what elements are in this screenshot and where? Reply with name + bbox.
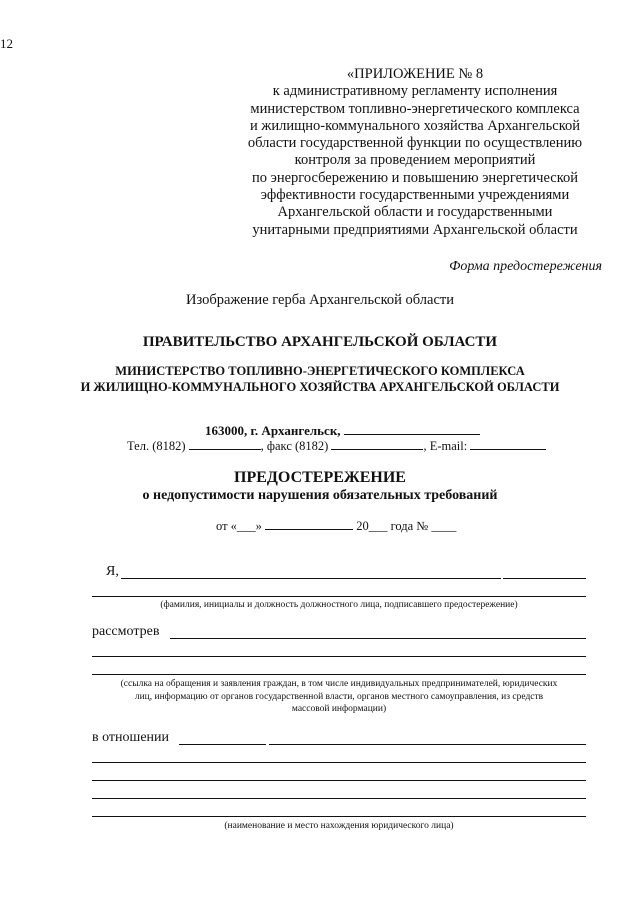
appendix-line: по энергосбережению и повышению энергетической	[251, 169, 579, 186]
regarding-line-long[interactable]	[269, 744, 586, 745]
regarding-line-short[interactable]	[179, 744, 266, 745]
considered-line-2[interactable]	[92, 656, 586, 657]
appendix-line: к административному регламенту исполнения	[272, 83, 558, 100]
regarding-line-2[interactable]	[92, 762, 586, 763]
considered-hint-line: лиц, информацию от органов государственной власти, органов местного самоуправления, из средств	[134, 691, 544, 702]
considered-hint-line: массовой информации)	[291, 704, 387, 714]
considered-line-3[interactable]	[92, 674, 586, 675]
regarding-line-4[interactable]	[92, 798, 586, 799]
appendix-line: Архангельской области и государственными	[277, 204, 553, 221]
tel-blank[interactable]	[189, 438, 261, 450]
email-blank[interactable]	[470, 438, 546, 450]
month-blank[interactable]	[265, 518, 353, 530]
page-number: 12	[0, 36, 13, 51]
ministry-title	[0, 364, 640, 395]
email-label: , E-mail:	[423, 439, 468, 453]
regarding-label: в отношении	[92, 730, 170, 745]
appendix-line: «ПРИЛОЖЕНИЕ № 8	[346, 66, 484, 82]
appendix-header	[220, 66, 610, 239]
ministry-line-1: МИНИСТЕРСТВО ТОПЛИВНО-ЭНЕРГЕТИЧЕСКОГО КОМПЛЕКСА	[115, 364, 525, 378]
ministry-line-2: И ЖИЛИЩНО-КОММУНАЛЬНОГО ХОЗЯЙСТВА АРХАНГЕЛЬСКОЙ ОБЛАСТИ	[80, 379, 560, 394]
warning-subtitle: о недопустимости нарушения обязательных требований	[142, 488, 498, 503]
considered-hint-line: (ссылка на обращения и заявления граждан, в том числе индивидуальных предпринимателей, юридических	[120, 679, 558, 689]
considered-hint	[92, 678, 586, 716]
address-line	[205, 423, 480, 439]
considered-line-1[interactable]	[170, 638, 586, 639]
fax-blank[interactable]	[331, 438, 423, 450]
appendix-line: области государственной функции по осуществлению	[247, 135, 583, 152]
address-prefix: 163000, г. Архангельск,	[205, 423, 341, 438]
i-name-line[interactable]	[121, 578, 501, 579]
warning-title: ПРЕДОСТЕРЕЖЕНИЕ	[234, 469, 406, 486]
appendix-line: министерством топливно-энергетического комплекса	[250, 100, 580, 117]
address-blank[interactable]	[344, 423, 480, 435]
appendix-line: и жилищно-коммунального хозяйства Архангельской	[249, 117, 581, 134]
appendix-line: контроля за проведением мероприятий	[294, 152, 536, 169]
coat-of-arms-placeholder: Изображение герба Архангельской области	[185, 292, 455, 308]
regarding-line-3[interactable]	[92, 780, 586, 781]
regarding-hint: (наименование и место нахождения юридического лица)	[224, 821, 454, 831]
form-label: Форма предостережения	[449, 259, 602, 274]
i-extra-line[interactable]	[503, 578, 586, 579]
date-from: от «___»	[216, 519, 262, 533]
fax-label: , факс (8182)	[260, 439, 329, 453]
tel-label: Тел. (8182)	[127, 439, 186, 453]
date-year: 20___ года №	[356, 519, 429, 533]
number-blank[interactable]: ____	[431, 519, 457, 533]
appendix-line: эффективности государственными учреждениями	[260, 187, 570, 204]
date-number-line	[216, 518, 456, 534]
government-title: ПРАВИТЕЛЬСТВО АРХАНГЕЛЬСКОЙ ОБЛАСТИ	[142, 334, 498, 350]
i-label: Я,	[106, 564, 119, 579]
i-second-line[interactable]	[92, 596, 586, 597]
considered-label: рассмотрев	[92, 624, 160, 639]
regarding-line-5[interactable]	[92, 816, 586, 817]
appendix-line: унитарными предприятиями Архангельской области	[252, 221, 578, 238]
contacts-line	[127, 438, 546, 454]
i-hint: (фамилия, инициалы и должность должностного лица, подписавшего предостережение)	[160, 600, 518, 610]
